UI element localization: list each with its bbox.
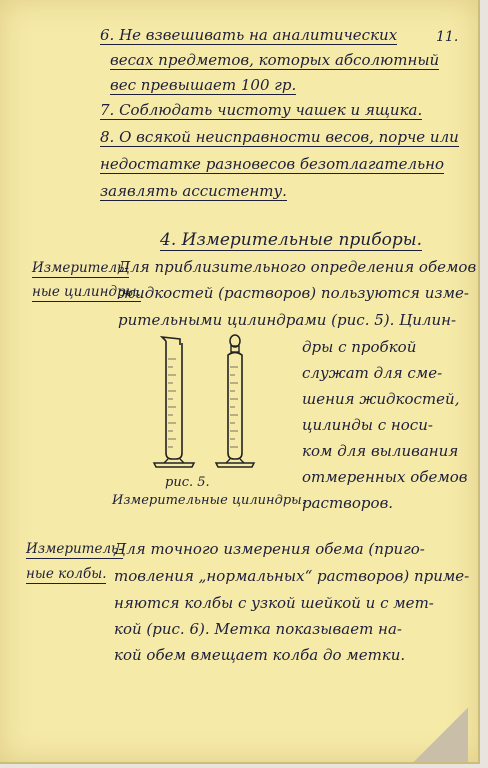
body-text-line: служат для сме-: [302, 364, 443, 382]
body-text-line: Для приблизительного определения обемов: [118, 258, 477, 276]
folded-corner: [413, 707, 468, 762]
body-text-line: Для точного измерения обема (приго-: [114, 540, 425, 558]
figure-number: рис. 5.: [165, 475, 210, 490]
rule-line: вес превышает 100 гр.: [110, 76, 297, 94]
figure-caption: Измерительные цилиндры.: [112, 493, 306, 508]
rule-line: недостатке разновесов безотлагательно: [100, 155, 445, 173]
body-text-line: рительными цилиндрами (рис. 5). Цилин-: [118, 311, 457, 329]
body-text-line: ком для выливания: [302, 442, 459, 460]
rule-line: заявлять ассистенту.: [100, 182, 287, 200]
body-text-line: кой обем вмещает колба до метки.: [114, 646, 406, 664]
body-text-line: дры с пробкой: [302, 338, 417, 356]
rule-line: 8. О всякой неисправности весов, порче или: [100, 128, 459, 146]
rule-line: 7. Соблюдать чистоту чашек и ящика.: [100, 101, 423, 119]
margin-label-flasks: Измеритель-: [26, 541, 123, 557]
rule-line: весах предметов, которых абсолютный: [110, 51, 440, 69]
measuring-cylinder-stopper-drawing: [210, 333, 260, 470]
body-text-line: няются колбы с узкой шейкой и с мет-: [114, 594, 434, 612]
margin-label-flasks: ные колбы.: [26, 566, 107, 582]
margin-label-cylinders: ные цилиндры.: [32, 284, 141, 300]
body-text-line: отмеренных обемов: [302, 468, 468, 486]
measuring-cylinder-spout-drawing: [150, 335, 200, 470]
body-text-line: растворов.: [302, 494, 394, 512]
page-number: 11.: [436, 29, 459, 45]
body-text-line: жидкостей (растворов) пользуются изме-: [118, 284, 469, 302]
body-text-line: товления „нормальных“ растворов) приме-: [114, 567, 470, 585]
section-title: 4. Измерительные приборы.: [160, 230, 422, 250]
margin-label-cylinders: Измеритель-: [32, 260, 129, 276]
rule-line: 6. Не взвешивать на аналитических: [100, 26, 398, 44]
body-text-line: кой (рис. 6). Метка показывает на-: [114, 620, 402, 638]
body-text-line: цилинды с носи-: [302, 416, 433, 434]
body-text-line: шения жидкостей,: [302, 390, 460, 408]
